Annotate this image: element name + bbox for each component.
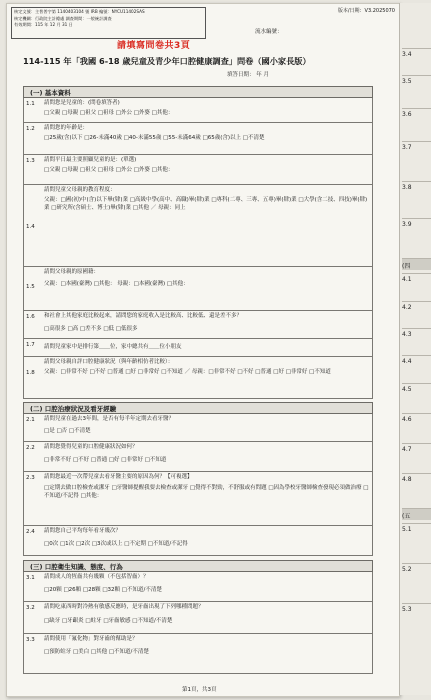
section-heading: (一) 基本資料 xyxy=(23,86,373,98)
side-label: 3.6 xyxy=(402,108,431,118)
question-number: 2.1 xyxy=(26,417,35,423)
question-row xyxy=(23,526,373,556)
answer-options[interactable]: □父親 □母親 □祖父 □祖母 □外公 □外婆 □其他： xyxy=(44,167,174,173)
question-text: 請問兒童在過去3年間，是否有每半年定期去看牙醫？ xyxy=(44,416,175,422)
page-count-stamp: 請填寫問卷共3頁 xyxy=(117,41,191,51)
question-number: 2.2 xyxy=(26,445,35,451)
question-text: 請問您是兒童的：(問卷填答者) xyxy=(44,100,120,106)
answer-options[interactable]: □是 □否 □不清楚 xyxy=(44,428,91,434)
question-text: 請問您覺得兒童的口腔健康狀況如何？ xyxy=(44,444,138,450)
answer-options[interactable]: 父親：□國(初)中(含)以下畢(肄)業 □高級中學(高中、高職)畢(肄)業 □專科(二專、三專、五專)畢(肄)業 □大學(含二技、四技)畢(肄)業 □研究所(含碩士、博士)畢(肄)業 □其他 ／ 母親：同上 xyxy=(44,197,368,211)
question-number: 1.4 xyxy=(26,224,35,230)
question-text: 請問您自己平均每年看牙幾次？ xyxy=(44,528,122,534)
question-row xyxy=(23,311,373,339)
fill-date-label: 填答日期： 年 月 xyxy=(227,72,269,78)
question-number: 1.7 xyxy=(26,342,35,348)
question-row xyxy=(23,98,373,123)
question-row xyxy=(23,339,373,357)
side-label: 4.4 xyxy=(402,355,431,365)
section-heading: (二) 口腔治療狀況及看牙經驗 xyxy=(23,402,373,414)
approval-line: 有效期間：115 年 12 月 31 日 xyxy=(14,22,73,27)
question-text: 請問兒童父母親的教育程度： xyxy=(44,187,116,193)
side-label: 4.6 xyxy=(402,413,431,423)
side-label: 4.3 xyxy=(402,328,431,338)
page-footer: 第1頁，共3頁 xyxy=(182,687,217,693)
question-text: 請問成人的恆齒共有幾顆（不包括智齒）？ xyxy=(44,574,149,580)
approval-line: 核定文號：主普普字第 1140403104 號 IRB 編號：NYCU11402SAS xyxy=(14,9,145,14)
question-text: 請問父母親的原國籍： xyxy=(44,269,100,275)
question-text: 請問吃東西時對冷熱有敏感反應時，是牙齒出現了下列哪種問題？ xyxy=(44,604,204,610)
approval-box xyxy=(11,7,206,39)
question-number: 3.1 xyxy=(26,575,35,581)
side-label: 3.8 xyxy=(402,181,431,191)
side-label: 4.7 xyxy=(402,443,431,453)
question-number: 2.3 xyxy=(26,475,35,481)
question-row xyxy=(23,602,373,634)
side-label: 4.8 xyxy=(402,473,431,483)
approval-line: 核定機關：行政院主計總處 調查期間：一般統計調查 xyxy=(14,15,112,21)
question-number: 1.1 xyxy=(26,101,35,107)
question-number: 2.4 xyxy=(26,529,35,535)
question-row xyxy=(23,414,373,442)
answer-options[interactable]: □20顆 □26顆 □28顆 □32顆 □不知道/不清楚 xyxy=(44,587,162,593)
question-text: 請問您的年齡是： xyxy=(44,125,89,131)
question-number: 1.2 xyxy=(26,126,35,132)
answer-options[interactable]: □非常不好 □不好 □普通 □好 □非常好 □不知道 xyxy=(44,457,167,463)
question-number: 1.6 xyxy=(26,314,35,320)
side-label: (五 xyxy=(402,508,431,520)
side-label: 3.4 xyxy=(402,48,431,58)
question-row xyxy=(23,442,373,472)
answer-options[interactable]: □高很多 □高 □差不多 □低 □低很多 xyxy=(44,326,138,332)
answer-options[interactable]: □預防蛀牙 □美白 □其他 □不知道/不清楚 xyxy=(44,649,149,655)
question-row xyxy=(23,634,373,674)
side-label: 3.5 xyxy=(402,75,431,85)
side-label: 3.7 xyxy=(402,141,431,151)
section-heading: (三) 口腔衛生知識、態度、行為 xyxy=(23,560,373,572)
question-row xyxy=(23,123,373,155)
question-row xyxy=(23,472,373,526)
side-label: 4.2 xyxy=(402,301,431,311)
question-text: 請問您最近一次帶兒童去看牙醫主要的原因為何？【可複選】 xyxy=(44,474,193,480)
question-text: 請問平日最主要照顧兒童的是：(單選) xyxy=(44,157,137,163)
question-text[interactable]: 請問兒童家中是排行第＿＿位，家中總共有＿＿位小朋友 xyxy=(44,344,182,350)
version-label: 版本/日期：V3.2025070 xyxy=(337,8,395,14)
answer-options[interactable]: 父親：□非常不好 □不好 □普通 □好 □非常好 □不知道 ／ 母親：□非常不好 □不好 □普通 □好 □非常好 □不知道 xyxy=(44,369,331,375)
side-label: 3.9 xyxy=(402,218,431,228)
answer-options[interactable]: □缺牙 □牙齦炎 □蛀牙 □牙齒敏感 □不知道/不清楚 xyxy=(44,618,173,624)
question-row xyxy=(23,572,373,602)
answer-options[interactable]: □定期去做口腔檢查或潔牙 □牙醫師提醒我要去檢查或潔牙 □覺得不對勁，不舒服或有問題 □因為學校牙醫師檢查發現必須做治療 □不知道/不記得 □其他： xyxy=(44,485,369,499)
answer-options[interactable]: □0次 □1次 □2次 □3次或以上 □不定期 □不知道/不記得 xyxy=(44,541,188,547)
question-row xyxy=(23,185,373,267)
side-label: 5.2 xyxy=(402,563,431,573)
answer-options[interactable]: □25歲(含)以下 □26-未滿40歲 □40-未滿55歲 □55-未滿64歲 □65歲(含)以上 □不清楚 xyxy=(44,135,265,141)
question-row xyxy=(23,155,373,185)
question-number: 3.3 xyxy=(26,637,35,643)
side-label: 4.5 xyxy=(402,383,431,393)
question-number: 3.2 xyxy=(26,605,35,611)
question-number: 1.8 xyxy=(26,370,35,376)
question-number: 1.3 xyxy=(26,158,35,164)
side-label: 5.1 xyxy=(402,523,431,533)
answer-options[interactable]: 父親：□本國(臺灣) □其他： 母親：□本國(臺灣) □其他： xyxy=(44,281,189,287)
question-text: 請問使用「氟化物」對牙齒的幫助是？ xyxy=(44,636,138,642)
question-text: 和社會上其他家庭比較起來，請問您的家庭收入是比較高、比較低、還是差不多？ xyxy=(44,313,243,319)
question-row xyxy=(23,267,373,311)
question-text: 請問父母親自評口腔健康狀況（與年齡相仿者比較）： xyxy=(44,359,174,365)
page-title: 114-115 年「我國 6-18 歲兒童及青少年口腔健康調查」問卷（國小家長版） xyxy=(23,56,311,66)
answer-options[interactable]: □父親 □母親 □祖父 □祖母 □外公 □外婆 □其他： xyxy=(44,110,174,116)
side-label: (四 xyxy=(402,258,431,270)
side-label: 4.1 xyxy=(402,273,431,283)
question-number: 1.5 xyxy=(26,284,35,290)
serial-number-label: 流水編號： xyxy=(255,29,283,35)
question-row xyxy=(23,357,373,399)
questionnaire-page xyxy=(6,3,400,697)
next-page-edge xyxy=(399,3,431,695)
side-label: 5.3 xyxy=(402,603,431,613)
